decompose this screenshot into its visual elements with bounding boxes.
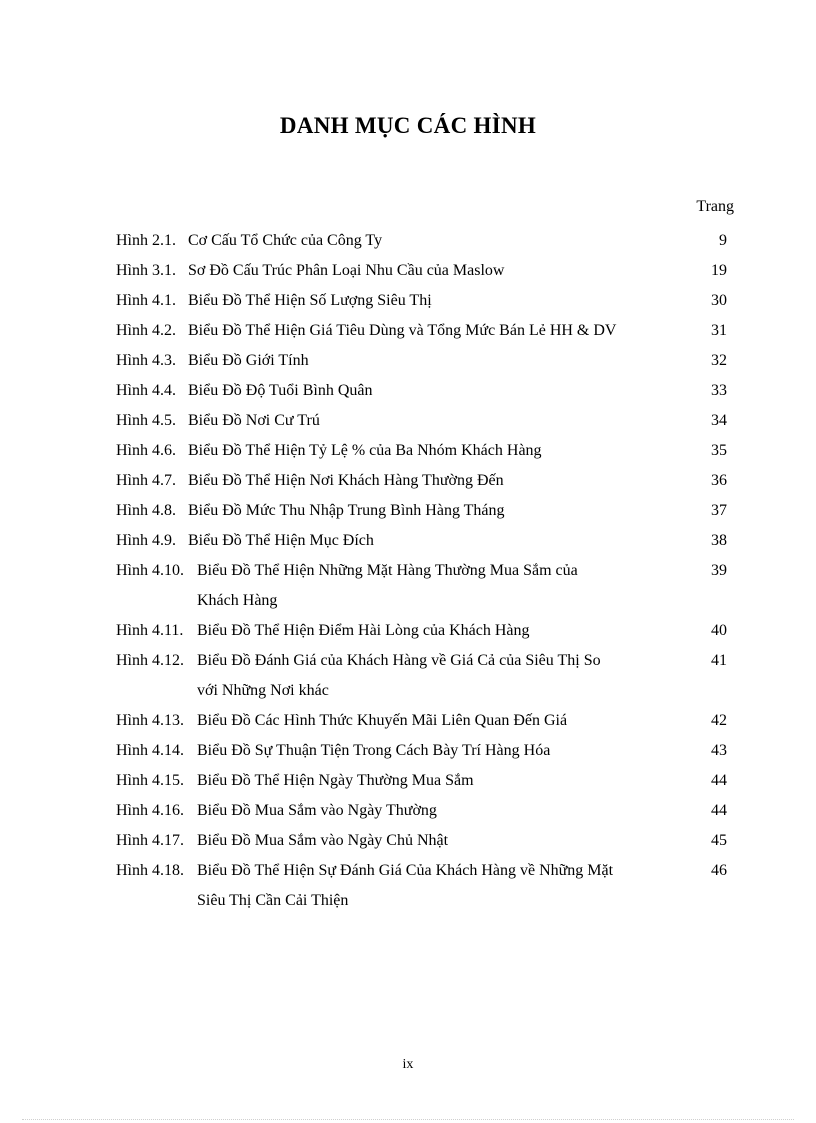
- figure-entry: [116, 466, 736, 496]
- figure-label: Hình 4.11.: [116, 622, 184, 639]
- figure-caption-line: Biểu Đồ Sự Thuận Tiện Trong Cách Bày Trí Hàng Hóa: [197, 742, 551, 759]
- figure-caption-line: Biểu Đồ Thể Hiện Điểm Hài Lòng của Khách Hàng: [197, 622, 530, 639]
- figure-entry: [116, 706, 736, 736]
- figure-label: Hình 4.14.: [116, 742, 184, 759]
- figure-label: Hình 4.15.: [116, 772, 184, 789]
- figure-caption: [188, 526, 374, 556]
- figure-page-number: 9: [719, 232, 727, 249]
- figure-label: Hình 4.2.: [116, 322, 176, 339]
- figure-label: Hình 4.5.: [116, 412, 176, 429]
- figure-label: Hình 4.4.: [116, 382, 176, 399]
- figure-caption-line: Biểu Đồ Mức Thu Nhập Trung Bình Hàng Tháng: [188, 502, 505, 519]
- figure-caption-line: Biểu Đồ Nơi Cư Trú: [188, 412, 320, 429]
- figure-page-number: 46: [711, 862, 727, 879]
- figure-caption: [197, 646, 601, 706]
- figure-label: Hình 4.9.: [116, 532, 176, 549]
- figure-entry: [116, 556, 736, 616]
- figure-entry: [116, 766, 736, 796]
- figure-caption-line: Sơ Đồ Cấu Trúc Phân Loại Nhu Cầu của Maslow: [188, 262, 505, 279]
- figure-caption: [188, 376, 372, 406]
- figure-entry: [116, 646, 736, 706]
- figure-list: [116, 226, 736, 916]
- figure-page-number: 40: [711, 622, 727, 639]
- figure-label: Hình 4.18.: [116, 862, 184, 879]
- figure-entry: [116, 346, 736, 376]
- figure-caption-continuation: với Những Nơi khác: [197, 682, 329, 699]
- figure-page-number: 38: [711, 532, 727, 549]
- figure-caption: [188, 406, 320, 436]
- figure-label: Hình 4.16.: [116, 802, 184, 819]
- figure-entry: [116, 526, 736, 556]
- figure-entry: [116, 226, 736, 256]
- figure-page-number: 44: [711, 802, 727, 819]
- figure-caption: [188, 496, 505, 526]
- figure-caption: [188, 346, 309, 376]
- figure-caption-line: Biểu Đồ Độ Tuổi Bình Quân: [188, 382, 373, 399]
- figure-page-number: 39: [711, 562, 727, 579]
- figure-label: Hình 2.1.: [116, 232, 176, 249]
- figure-caption: [197, 616, 530, 646]
- figure-entry: [116, 616, 736, 646]
- figure-label: Hình 4.7.: [116, 472, 176, 489]
- figure-entry: [116, 376, 736, 406]
- figure-caption: [197, 796, 437, 826]
- figure-caption: [197, 556, 578, 616]
- figure-caption-line: Biểu Đồ Thể Hiện Sự Đánh Giá Của Khách Hàng về Những Mặt: [197, 862, 614, 879]
- figure-caption-line: Cơ Cấu Tổ Chức của Công Ty: [188, 232, 383, 249]
- page-number: ix: [402, 1057, 414, 1072]
- figure-label: Hình 4.3.: [116, 352, 176, 369]
- figure-caption-line: Biểu Đồ Thể Hiện Ngày Thường Mua Sắm: [197, 772, 474, 789]
- figure-page-number: 42: [711, 712, 727, 729]
- figure-caption: [188, 256, 504, 286]
- figure-caption: [197, 766, 474, 796]
- figure-entry: [116, 316, 736, 346]
- figure-page-number: 32: [711, 352, 727, 369]
- figure-caption-line: Biểu Đồ Giới Tính: [188, 352, 309, 369]
- figure-entry: [116, 826, 736, 856]
- figure-caption-continuation: Siêu Thị Cần Cải Thiện: [197, 892, 349, 909]
- figure-page-number: 41: [711, 652, 727, 669]
- figure-caption: [188, 466, 504, 496]
- figure-entry: [116, 736, 736, 766]
- figure-caption-line: Biểu Đồ Thể Hiện Số Lượng Siêu Thị: [188, 292, 432, 309]
- figure-entry: [116, 256, 736, 286]
- figure-page-number: 34: [711, 412, 727, 429]
- figure-label: Hình 3.1.: [116, 262, 176, 279]
- figure-caption-continuation: Khách Hàng: [197, 592, 278, 609]
- figure-page-number: 30: [711, 292, 727, 309]
- figure-entry: [116, 406, 736, 436]
- figure-caption-line: Biểu Đồ Mua Sắm vào Ngày Chủ Nhật: [197, 832, 449, 849]
- figure-caption: [197, 826, 448, 856]
- figure-caption-line: Biểu Đồ Mua Sắm vào Ngày Thường: [197, 802, 437, 819]
- figure-caption-line: Biểu Đồ Các Hình Thức Khuyến Mãi Liên Quan Đến Giá: [197, 712, 568, 729]
- figure-caption: [197, 856, 613, 916]
- page-column-header: Trang: [696, 198, 734, 215]
- figure-entry: [116, 856, 736, 916]
- figure-entry: [116, 496, 736, 526]
- figure-label: Hình 4.13.: [116, 712, 184, 729]
- figure-caption-line: Biểu Đồ Thể Hiện Nơi Khách Hàng Thường Đến: [188, 472, 504, 489]
- figure-caption: [197, 736, 550, 766]
- figure-page-number: 33: [711, 382, 727, 399]
- figure-caption-line: Biểu Đồ Thể Hiện Tỷ Lệ % của Ba Nhóm Khách Hàng: [188, 442, 542, 459]
- figure-caption: [188, 436, 542, 466]
- page-bottom-divider: [22, 1119, 794, 1120]
- figure-caption: [197, 706, 567, 736]
- figure-label: Hình 4.8.: [116, 502, 176, 519]
- figure-caption-line: Biểu Đồ Thể Hiện Những Mặt Hàng Thường Mua Sắm của: [197, 562, 578, 579]
- figure-caption: [188, 316, 616, 346]
- figure-page-number: 19: [711, 262, 727, 279]
- figure-entry: [116, 436, 736, 466]
- figure-entry: [116, 796, 736, 826]
- figure-caption-line: Biểu Đồ Đánh Giá của Khách Hàng về Giá Cả của Siêu Thị So: [197, 652, 601, 669]
- figure-page-number: 43: [711, 742, 727, 759]
- figure-label: Hình 4.10.: [116, 562, 184, 579]
- figure-caption-line: Biểu Đồ Thể Hiện Mục Đích: [188, 532, 374, 549]
- figure-label: Hình 4.1.: [116, 292, 176, 309]
- figure-page-number: 37: [711, 502, 727, 519]
- page-title: DANH MỤC CÁC HÌNH: [279, 113, 537, 138]
- figure-label: Hình 4.12.: [116, 652, 184, 669]
- figure-page-number: 35: [711, 442, 727, 459]
- figure-caption-line: Biểu Đồ Thể Hiện Giá Tiêu Dùng và Tổng Mức Bán Lẻ HH & DV: [188, 322, 617, 339]
- figure-entry: [116, 286, 736, 316]
- figure-page-number: 36: [711, 472, 727, 489]
- figure-page-number: 44: [711, 772, 727, 789]
- figure-page-number: 45: [711, 832, 727, 849]
- figure-page-number: 31: [711, 322, 727, 339]
- figure-caption: [188, 226, 382, 256]
- figure-label: Hình 4.6.: [116, 442, 176, 459]
- figure-label: Hình 4.17.: [116, 832, 184, 849]
- figure-caption: [188, 286, 432, 316]
